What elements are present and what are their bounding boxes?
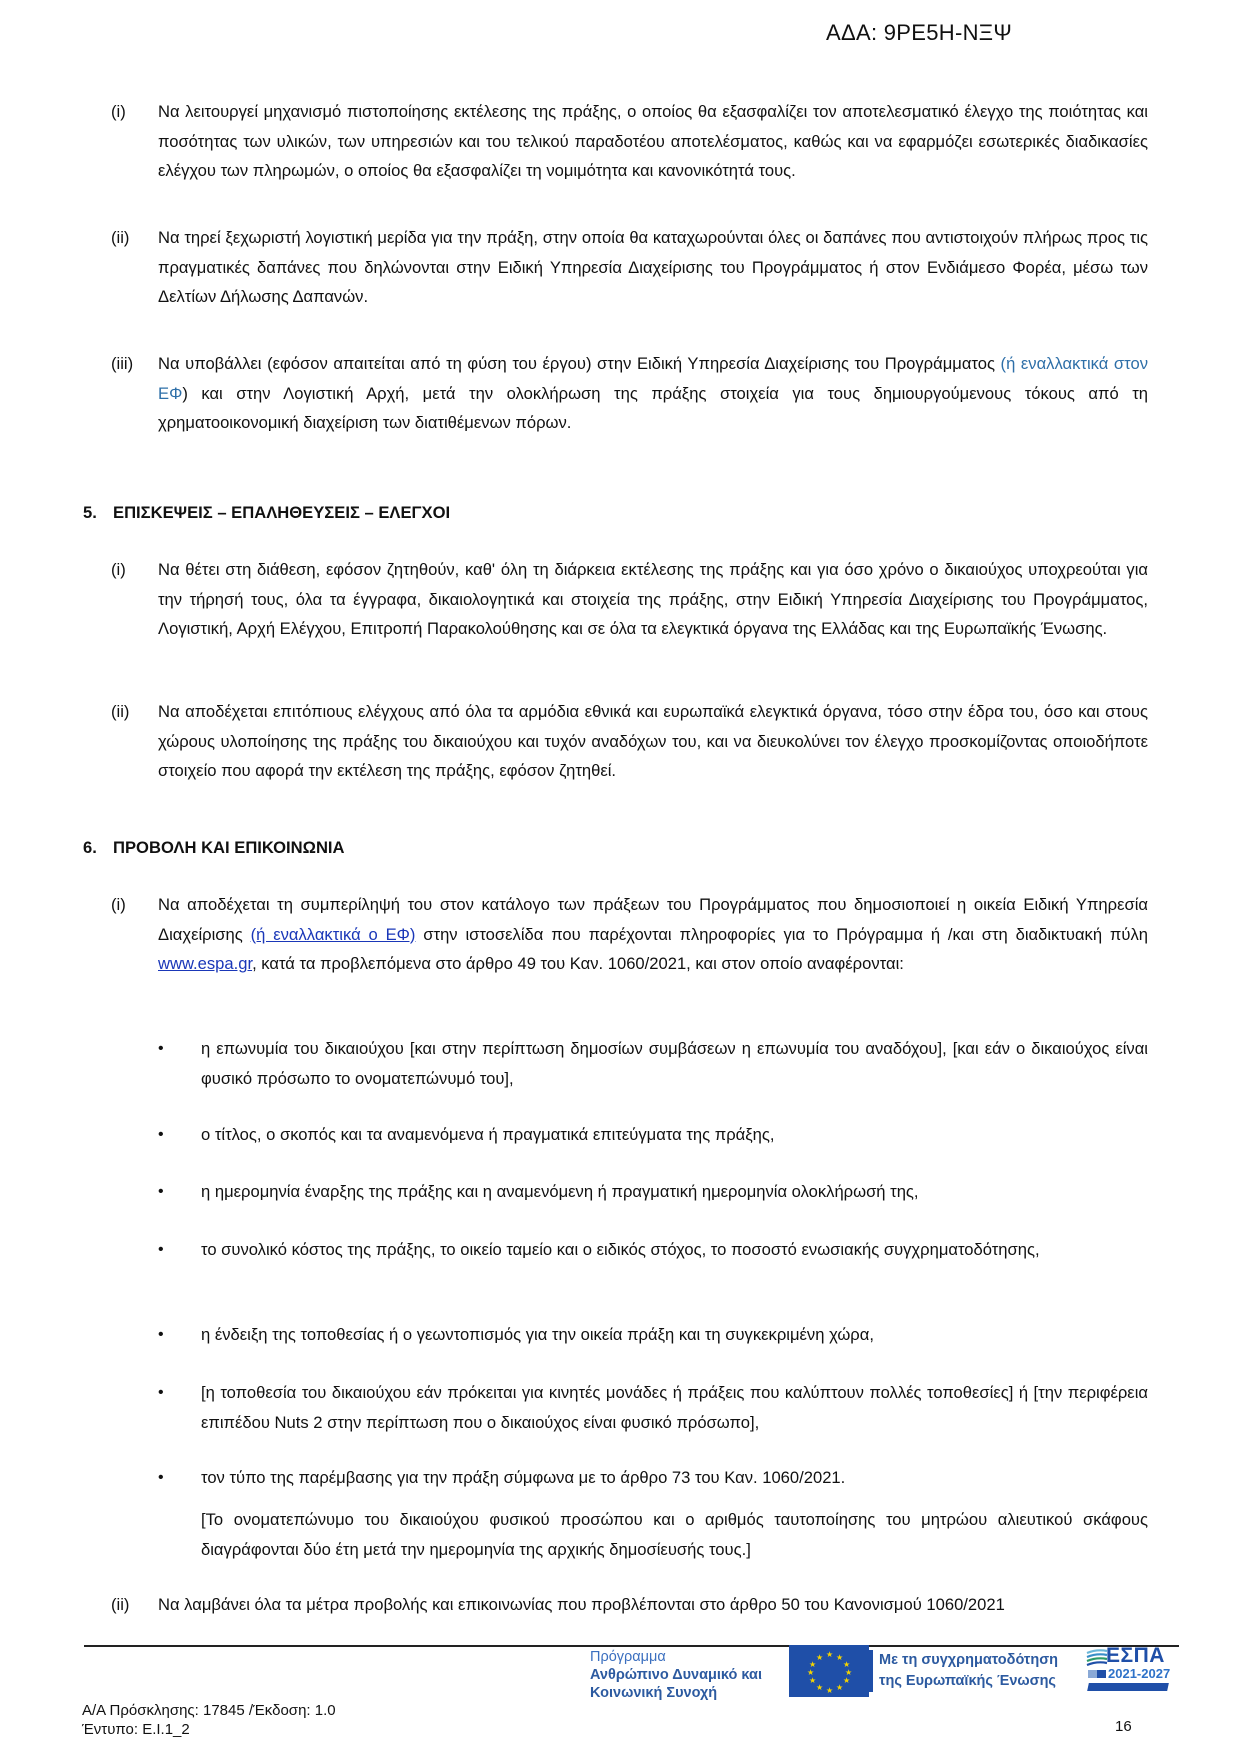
eu-flag-icon: ★ ★ ★ ★ ★ ★ ★ ★ ★ ★ ★ ★ [789, 1645, 869, 1697]
paragraph: Να αποδέχεται επιτόπιους ελέγχους από όλα τα αρμόδια εθνικά και ευρωπαϊκά ελεγκτικά όργανα, τόσο στην έδρα του, όσο και στους χώρους υλοποίησης της πράξης του δικαιούχου και τυχόν αναδόχων του, και να διευκολύνει τον έλεγχο προσκομίζοντας οποιοδήποτε στοιχείο που αφορά την εκτέλεση της πράξης, εφόσον ζητηθεί. [158, 702, 1148, 780]
paragraph: Να λαμβάνει όλα τα μέτρα προβολής και επικοινωνίας που προβλέπονται στο άρθρο 50 του Κανονισμού 1060/2021 [158, 1595, 1005, 1614]
item-number: (ii) [111, 228, 130, 247]
item-number: (i) [111, 102, 126, 121]
bullet-item: η επωνυμία του δικαιούχου [και στην περίπτωση δημοσίων συμβάσεων η επωνυμία του αναδόχου], [και εάν ο δικαιούχος είναι φυσικό πρόσωπο το ονοματεπώνυμό του], [201, 1039, 1148, 1088]
program-logo-line1: Πρόγραμμα [590, 1649, 666, 1665]
cofund-line1: Με τη συγχρηματοδότηση [879, 1652, 1059, 1668]
program-logo-line3: Κοινωνική Συνοχή [590, 1685, 718, 1701]
espa-logo [1086, 1646, 1172, 1696]
bullet-item: ο τίτλος, ο σκοπός και τα αναμενόμενα ή πραγματικά επιτεύγματα της πράξης, [201, 1125, 775, 1144]
section-title: ΠΡΟΒΟΛΗ ΚΑΙ ΕΠΙΚΟΙΝΩΝΙΑ [113, 838, 345, 857]
footer-divider [84, 1645, 1179, 1647]
program-logo-line2: Ανθρώπινο Δυναμικό και [590, 1667, 762, 1683]
bullet-icon: • [158, 1040, 164, 1057]
item-number: (iii) [111, 354, 134, 373]
document-meta [82, 1701, 336, 1739]
note-paragraph: [Το ονοματεπώνυμο του δικαιούχου φυσικού προσώπου και ο αριθμός ταυτοποίησης του μητρώου αλιευτικού σκάφους διαγράφονται δύο έτη μετά την ημερομηνία της αρχικής δημοσίευσής τους.] [201, 1510, 1148, 1559]
bullet-item: το συνολικό κόστος της πράξης, το οικείο ταμείο και ο ειδικός στόχος, το ποσοστό ενωσιακής συγχρηματοδότησης, [201, 1240, 1040, 1259]
espa-waves-icon [1086, 1648, 1108, 1666]
ada-code: ΑΔΑ: 9ΡΕ5Η-ΝΞΨ [826, 20, 1013, 45]
bullet-icon: • [158, 1384, 164, 1401]
item-number: (i) [111, 560, 126, 579]
program-logo [590, 1648, 762, 1702]
section-heading [83, 503, 450, 523]
greek-eu-flags-icon [1088, 1670, 1106, 1678]
paragraph: Να τηρεί ξεχωριστή λογιστική μερίδα για την πράξη, στην οποία θα καταχωρούνται όλες οι δαπάνες που αντιστοιχούν πλήρως προς τις πραγματικές δαπάνες που δηλώνονται στην Ειδική Υπηρεσία Διαχείρισης του Προγράμματος ή στον Ενδιάμεσο Φορέα, μέσω των Δελτίων Δήλωσης Δαπανών. [158, 228, 1148, 306]
espa-title: ΕΣΠΑ [1106, 1644, 1165, 1667]
section-heading [83, 838, 345, 858]
section-number: 6. [83, 838, 97, 857]
paragraph-text: Να υποβάλλει (εφόσον απαιτείται από τη φύση του έργου) στην Ειδική Υπηρεσία Διαχείρισης του Προγράμματος [158, 354, 1001, 373]
bullet-item: [η τοποθεσία του δικαιούχου εάν πρόκειται για κινητές μονάδες ή πράξεις που καλύπτουν πολλές τοποθεσίες] ή [την περιφέρεια επιπέδου Nuts 2 στην περίπτωση που ο δικαιούχος είναι φυσικό πρόσωπο], [201, 1383, 1148, 1432]
eu-cofunding-text [863, 1650, 1058, 1692]
paragraph: Να λειτουργεί μηχανισμό πιστοποίησης εκτέλεσης της πράξης, ο οποίος θα εξασφαλίζει τον αποτελεσματικό έλεγχο της ποιότητας και ποσότητας των υλικών, των υπηρεσιών και του τελικού παραδοτέου αποτελέσματος, καθώς και να εφαρμόζει εσωτερικές διαδικασίες ελέγχου των πληρωμών, ο οποίος θα εξασφαλίζει τη νομιμότητα και κανονικότητά τους. [158, 102, 1148, 180]
paragraph-text: , κατά τα προβλεπόμενα στο άρθρο 49 του Καν. 1060/2021, και στον οποίο αναφέρονται: [252, 954, 904, 973]
paragraph: Να θέτει στη διάθεση, εφόσον ζητηθούν, καθ' όλη τη διάρκεια εκτέλεσης της πράξης και για όσο χρόνο ο δικαιούχος υποχρεούται για την τήρησή τους, όλα τα έγγραφα, δικαιολογητικά και στοιχεία της πράξης, στην Ειδική Υπηρεσία Διαχείρισης του Προγράμματος, Λογιστική, Αρχή Ελέγχου, Επιτροπή Παρακολούθησης και σε όλα τα ελεγκτικά όργανα της Ελλάδας και της Ευρωπαϊκής Ένωσης. [158, 560, 1148, 638]
paragraph-text: ) και στην Λογιστική Αρχή, μετά την ολοκλήρωση της πράξης στοιχεία για τους δημιουργούμενους τόκους από τη χρηματοοικονομική διαχείριση των διατιθέμενων πόρων. [158, 383, 1148, 432]
bullet-icon: • [158, 1126, 164, 1143]
alt-ef-link[interactable]: (ή εναλλακτικά ο ΕΦ) [250, 924, 416, 944]
bullet-icon: • [158, 1183, 164, 1200]
bullet-item: τον τύπο της παρέμβασης για την πράξη σύμφωνα με το άρθρο 73 του Καν. 1060/2021. [201, 1468, 846, 1487]
espa-link[interactable]: www.espa.gr [158, 954, 253, 973]
form-info: Έντυπο: Ε.Ι.1_2 [82, 1721, 190, 1738]
section-number: 5. [83, 503, 97, 522]
paragraph-text: στην ιστοσελίδα που παρέχονται πληροφορίες για το Πρόγραμμα ή /και στη διαδικτυακή πύλη [415, 924, 1148, 944]
section-title: ΕΠΙΣΚΕΨΕΙΣ – ΕΠΑΛΗΘΕΥΣΕΙΣ – ΕΛΕΓΧΟΙ [113, 503, 451, 522]
item-number: (ii) [111, 702, 130, 721]
bullet-item: η ένδειξη της τοποθεσίας ή ο γεωντοπισμός για την οικεία πράξη και τη συγκεκριμένη χώρα, [201, 1325, 874, 1344]
item-number: (ii) [111, 1595, 130, 1614]
call-info: Α/Α Πρόσκλησης: 17845 /Έκδοση: 1.0 [82, 1702, 336, 1719]
alt-ef-note: (ή εναλλακτικά στον ΕΦ [158, 354, 1148, 403]
espa-tagline-bar [1087, 1683, 1169, 1691]
item-number: (i) [111, 895, 126, 914]
bullet-item: η ημερομηνία έναρξης της πράξης και η αναμενόμενη ή πραγματική ημερομηνία ολοκλήρωσή της, [201, 1182, 919, 1201]
cofund-line2: της Ευρωπαϊκής Ένωσης [879, 1673, 1056, 1689]
bullet-icon: • [158, 1326, 164, 1343]
bullet-icon: • [158, 1469, 164, 1486]
espa-years: 2021-2027 [1108, 1666, 1171, 1681]
paragraph [158, 890, 1148, 979]
bullet-icon: • [158, 1241, 164, 1258]
paragraph-text: Να αποδέχεται τη συμπερίληψή του στον κατάλογο των πράξεων του Προγράμματος που δημοσιοποιεί η οικεία Ειδική Υπηρεσία Διαχείρισης [158, 895, 1148, 944]
paragraph [158, 349, 1148, 438]
page-number: 16 [1115, 1718, 1132, 1735]
